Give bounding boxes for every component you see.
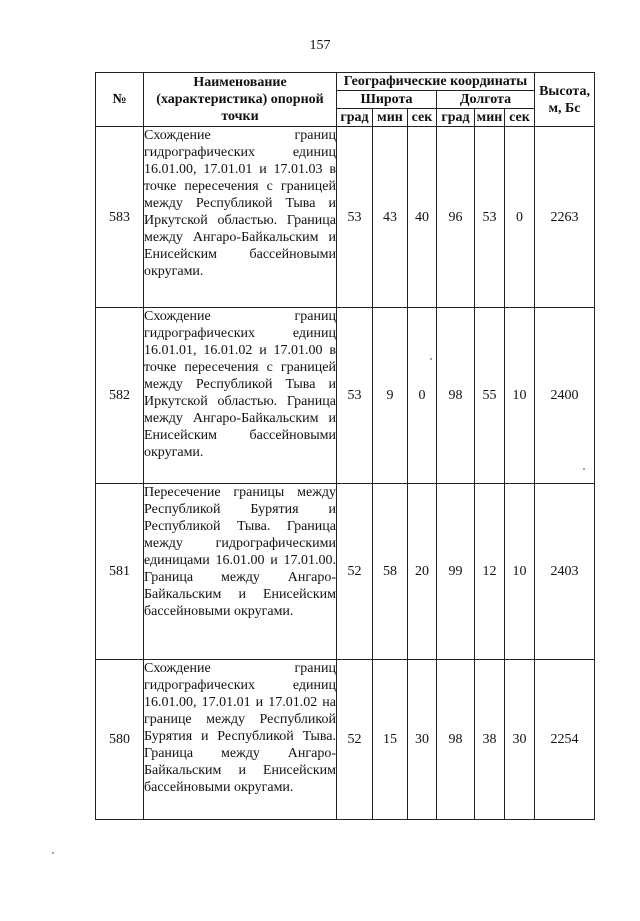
- row-description: Схождение границ гидрографических единиц 16.01.00, 17.01.01 и 17.01.03 в точке пересечения с границей между Республикой Тыва и Иркутской областью. Граница между Ангаро-Байкальским и Енисейским бассейновыми округами.: [144, 127, 337, 308]
- lat-seconds: 40: [408, 127, 437, 308]
- lat-seconds: 30: [408, 660, 437, 820]
- lon-minutes: 12: [475, 484, 505, 660]
- lat-minutes: 9: [373, 308, 408, 484]
- row-description: Схождение границ гидрографических единиц 16.01.00, 17.01.01 и 17.01.02 на границе между Республикой Бурятия и Республикой Тыва. Граница между Ангаро-Байкальским и Енисейским бассейновыми округами.: [144, 660, 337, 820]
- row-number: 580: [96, 660, 144, 820]
- table-row: [96, 660, 595, 820]
- lat-degrees: 52: [337, 660, 373, 820]
- header-lat-deg: град: [337, 109, 373, 127]
- lat-degrees: 53: [337, 127, 373, 308]
- header-longitude: Долгота: [437, 91, 535, 109]
- table-row: [96, 484, 595, 660]
- scan-speck: [583, 468, 585, 470]
- header-number: №: [96, 73, 144, 127]
- page-number: 157: [309, 38, 331, 53]
- row-number: 581: [96, 484, 144, 660]
- lat-degrees: 53: [337, 308, 373, 484]
- lon-seconds: 30: [505, 660, 535, 820]
- table-row: [96, 127, 595, 308]
- lat-minutes: 43: [373, 127, 408, 308]
- header-lon-deg: град: [437, 109, 475, 127]
- height-value: 2263: [535, 127, 595, 308]
- header-latitude: Широта: [337, 91, 437, 109]
- height-value: 2254: [535, 660, 595, 820]
- lon-minutes: 55: [475, 308, 505, 484]
- header-height: Высота, м, Бс: [535, 73, 595, 127]
- header-lon-min: мин: [475, 109, 505, 127]
- header-lon-sec: сек: [505, 109, 535, 127]
- lon-seconds: 10: [505, 308, 535, 484]
- scan-speck: [430, 358, 432, 360]
- lat-seconds: 0: [408, 308, 437, 484]
- lat-degrees: 52: [337, 484, 373, 660]
- lon-degrees: 96: [437, 127, 475, 308]
- lon-degrees: 99: [437, 484, 475, 660]
- header-lat-sec: сек: [408, 109, 437, 127]
- header-lat-min: мин: [373, 109, 408, 127]
- table-row: [96, 308, 595, 484]
- lon-minutes: 38: [475, 660, 505, 820]
- header-name: Наименование (характеристика) опорной точки: [144, 73, 337, 127]
- row-number: 583: [96, 127, 144, 308]
- row-description: Пересечение границы между Республикой Бурятия и Республикой Тыва. Граница между гидрографическими единицами 16.01.00 и 17.01.00. Граница между Ангаро-Байкальским и Енисейским бассейновыми округами.: [144, 484, 337, 660]
- row-description: Схождение границ гидрографических единиц 16.01.01, 16.01.02 и 17.01.00 в точке пересечения с границей между Республикой Тыва и Иркутской областью. Граница между Ангаро-Байкальским и Енисейским бассейновыми округами.: [144, 308, 337, 484]
- lon-seconds: 0: [505, 127, 535, 308]
- lat-minutes: 58: [373, 484, 408, 660]
- lon-minutes: 53: [475, 127, 505, 308]
- height-value: 2403: [535, 484, 595, 660]
- row-number: 582: [96, 308, 144, 484]
- table-header: [96, 73, 595, 127]
- coordinates-table: [95, 72, 595, 820]
- scan-speck: [52, 852, 54, 854]
- height-value: 2400: [535, 308, 595, 484]
- lon-degrees: 98: [437, 308, 475, 484]
- lon-degrees: 98: [437, 660, 475, 820]
- lon-seconds: 10: [505, 484, 535, 660]
- lat-seconds: 20: [408, 484, 437, 660]
- header-geo-coordinates: Географические координаты: [337, 73, 535, 91]
- lat-minutes: 15: [373, 660, 408, 820]
